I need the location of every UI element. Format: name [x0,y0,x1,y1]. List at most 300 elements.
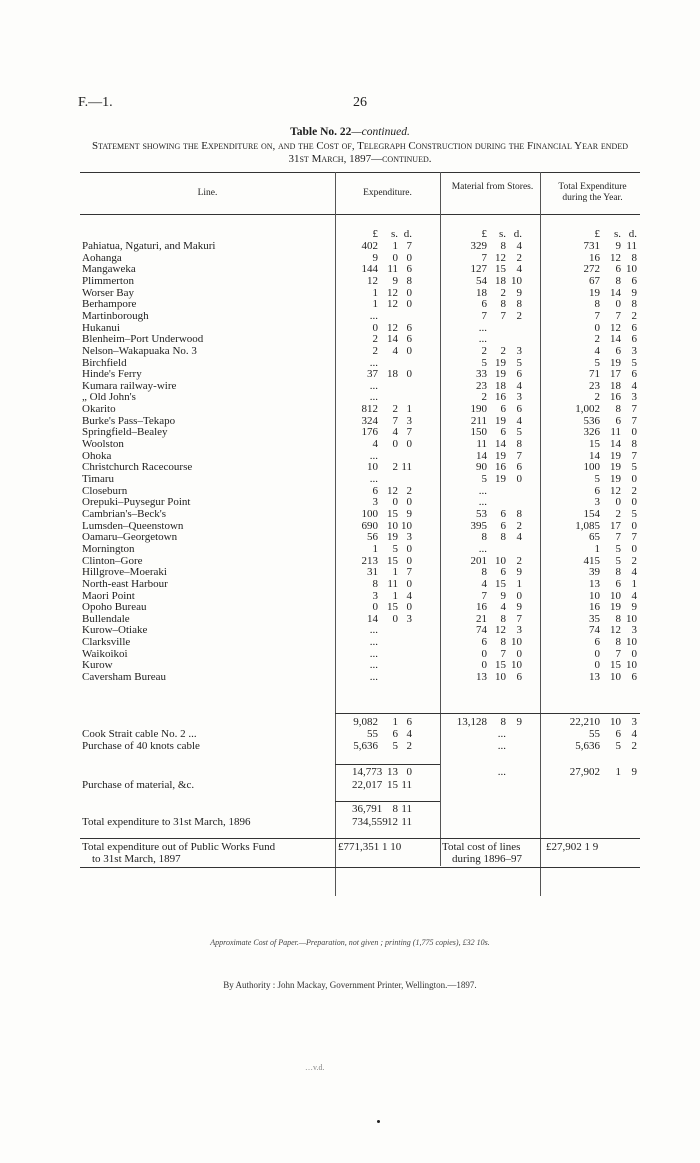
table-row [0,602,700,614]
cell: 9 [631,286,637,299]
cell: 734,559 [352,816,388,828]
table-row [0,672,700,684]
cell: 7 [594,309,600,322]
purchase-cable-row [0,741,700,753]
cell: 1 [406,403,412,416]
cell: 0 [406,496,412,509]
cell: 31 [367,566,378,579]
cell: 7 [615,647,621,660]
cell: 6 [594,636,600,649]
cell: 10 [495,671,506,684]
table-row [0,544,700,556]
cell: 15 [387,507,398,520]
cell: 4 [406,728,412,740]
cell: 6 [615,263,621,276]
cell: 35 [589,612,600,625]
cell: 4 [406,589,412,602]
cell: 0 [615,298,621,311]
cell: 6 [516,461,522,474]
cell: 7 [500,647,506,660]
cell: 8 [631,298,637,311]
grand-total-material-label: Total cost of lines [442,841,521,853]
cell: 8 [500,240,506,252]
cell: 0 [392,612,398,625]
cell: 0 [631,542,637,555]
cell: 0 [615,496,621,509]
cell: 329 [470,240,487,252]
cell: 12 [387,484,398,497]
cell: 14 [610,438,621,451]
unit-shillings: s. [390,228,398,240]
cell: 36,791 [352,803,383,815]
line-name: Burke's Pass–Tekapo [82,414,176,427]
cell: 211 [470,414,487,427]
cell: 10 [367,461,378,474]
cell: 55 [589,728,600,740]
line-name: Aohanga [82,251,122,264]
cell: 3 [372,496,378,509]
cell: 2 [516,519,522,532]
line-name: Kumara railway-wire [82,379,177,392]
cell: 4 [594,344,600,357]
cell: 2 [615,507,621,520]
cell: 8 [516,438,522,451]
cell: 15 [387,601,398,614]
cell: 18 [476,286,487,299]
cell: 0 [631,426,637,439]
line-name: North-east Harbour [82,577,168,590]
cell: 5 [594,473,600,485]
cell: 19 [495,414,506,427]
cell: 10 [401,519,412,532]
page-number: 26 [353,95,367,110]
cell: 8 [615,612,621,625]
cell: 17 [610,368,621,381]
subtotal-row [0,717,700,729]
cell: 9 [500,589,506,602]
cell: 0 [631,473,637,485]
cell: 7 [406,566,412,579]
cell: 37 [367,368,378,381]
cell: 176 [361,426,378,439]
cell: 5 [481,473,487,485]
cell: 731 [583,240,600,252]
cell: 10 [626,659,637,672]
line-name: Timaru [82,473,114,485]
cell: 5,636 [575,740,600,752]
cell: 812 [361,403,378,416]
line-name: Hukanui [82,321,120,334]
cell: 0 [392,438,398,451]
cell: 190 [470,403,487,416]
cell: 8 [631,438,637,451]
cell: 2 [631,309,637,322]
col-header-line: Line. [197,188,218,198]
cell: 8 [481,531,487,544]
grand-total-label: Total expenditure out of Public Works Fund [82,841,276,853]
cell: 8 [631,251,637,264]
cell: 2 [481,344,487,357]
cell: 16 [476,601,487,614]
cell: 8 [594,298,600,311]
cell: 15 [387,779,398,791]
line-name: Bullendale [82,612,130,625]
cell: 6 [631,333,637,346]
cell: 3 [406,612,412,625]
table-row [0,509,700,521]
cell: 11 [387,577,398,590]
cell: 14 [610,333,621,346]
cell: 6 [406,321,412,334]
purchase-material-row [0,780,700,792]
cell: 7 [500,309,506,322]
cell: 415 [583,554,600,567]
cell: 55 [367,728,378,740]
cell: 0 [406,766,412,778]
cell: 4 [631,728,637,740]
unit-pounds: £ [594,228,600,240]
cell: 2 [631,740,637,752]
cell: 2 [594,391,600,404]
col-header-material: Material from Stores. [451,182,534,192]
cell: 7 [481,589,487,602]
cell: 3 [516,344,522,357]
line-name: Cook Strait cable No. 2 ... [82,728,197,740]
cell: 4 [516,414,522,427]
cell: 17 [610,519,621,532]
cell: ... [478,321,487,334]
cell: 0 [481,659,487,672]
cell: 7 [615,531,621,544]
cell: ... [497,728,506,740]
cell: 14 [387,333,398,346]
cell: 13 [589,577,600,590]
cell: ... [369,309,378,322]
cell: 65 [589,531,600,544]
cell: 6 [615,414,621,427]
cell: 7 [631,449,637,462]
cell: ... [369,449,378,462]
cell: 0 [406,286,412,299]
cell: 536 [583,414,600,427]
cell: 2 [631,554,637,567]
grand-total-rule [80,838,640,839]
cell: 19 [589,286,600,299]
cell: 11 [401,779,412,791]
cell: 6 [500,566,506,579]
cell: 6 [631,274,637,287]
cell: 4 [516,263,522,276]
cell: 6 [406,716,412,728]
cell: 4 [372,438,378,451]
cell: 7 [615,309,621,322]
cell: 12 [387,298,398,311]
table-row [0,474,700,486]
cell: 6 [481,636,487,649]
line-name: Christchurch Racecourse [82,461,193,474]
cell: 4 [516,240,522,252]
cell: 5 [615,542,621,555]
cell: 18 [387,368,398,381]
cell: 10 [511,659,522,672]
cell: 6 [500,426,506,439]
cell: ... [478,333,487,346]
cell: 8 [500,531,506,544]
cell: 13,128 [456,716,487,728]
cell: 127 [470,263,487,276]
unit-shillings: s. [498,228,506,240]
cell: 12 [610,484,621,497]
cell: 0 [516,589,522,602]
cell: 2 [392,461,398,474]
line-name: Kurow [82,659,113,672]
table-row [0,404,700,416]
cell: 33 [476,368,487,381]
cell: 15 [387,554,398,567]
line-name: Purchase of material, &c. [82,779,195,791]
unit-pounds: £ [481,228,487,240]
cell: 100 [361,507,378,520]
cell: 10 [626,263,637,276]
cell: 395 [470,519,487,532]
cell: 18 [495,379,506,392]
cell: 0 [481,647,487,660]
cell: 5 [516,426,522,439]
section-code: F.—1. [78,95,113,110]
cell: 0 [631,496,637,509]
line-name: Hillgrove–Moeraki [82,566,167,579]
subtotal3-row [0,804,700,816]
cell: 9,082 [353,716,378,728]
cell: 6 [481,298,487,311]
cell: 10 [589,589,600,602]
line-name: Worser Bay [82,286,134,299]
cell: 4 [516,531,522,544]
cell: 19 [610,473,621,485]
cell: 5 [615,740,621,752]
cell: 2 [516,309,522,322]
cell: 5 [392,542,398,555]
cell: 2 [406,740,412,752]
cell: 2 [631,484,637,497]
cell: 4 [392,344,398,357]
cell: 201 [470,554,487,567]
cell: 7 [516,449,522,462]
table-bottom-rule [80,867,640,868]
line-name: Birchfield [82,356,127,369]
cell: 0 [406,438,412,451]
cell: 1 [372,286,378,299]
grand-total-material-label-2: during 1896–97 [452,853,522,865]
cell: 8 [500,716,506,728]
cell: 3 [372,589,378,602]
cell: 1 [631,577,637,590]
cell: 16 [495,391,506,404]
cell: 16 [610,391,621,404]
line-name: Orepuki–Puysegur Point [82,496,191,509]
cell: 0 [406,298,412,311]
table-title [0,126,700,138]
line-name: Berhampore [82,298,137,311]
cell: 14 [610,286,621,299]
cell: 19 [495,449,506,462]
unit-pence: d. [403,228,412,240]
cell: 7 [481,309,487,322]
printer-authority: By Authority : John Mackay, Government Printer, Wellington.—1897. [223,980,477,990]
cell: 23 [476,379,487,392]
cell: 5 [392,740,398,752]
cell: 19 [610,601,621,614]
cell: 2 [516,554,522,567]
cell: 6 [631,671,637,684]
cell: 324 [361,414,378,427]
cell: 8 [516,298,522,311]
table-top-rule [80,172,640,173]
line-name: „ Old John's [82,391,136,404]
line-name: Springfield–Bealey [82,426,168,439]
cell: 3 [406,531,412,544]
grand-total-row-2 [0,854,700,866]
cell: 6 [372,484,378,497]
cell: 3 [631,624,637,637]
cell: 3 [406,414,412,427]
cell: 14 [495,438,506,451]
cell: 10 [610,671,621,684]
cell: 7 [631,403,637,416]
cell: 11 [401,803,412,815]
line-name: Closeburn [82,484,128,497]
cell: 10 [610,716,621,728]
cell: 0 [516,647,522,660]
cell: 16 [589,601,600,614]
cell: 12 [495,624,506,637]
cell: 0 [631,519,637,532]
line-name: Waikoikoi [82,647,128,660]
cell: 14 [476,449,487,462]
cell: 90 [476,461,487,474]
cell: 9 [516,601,522,614]
table-row [0,241,700,253]
cell: 0 [406,601,412,614]
cell: 6 [406,263,412,276]
cell: 19 [387,531,398,544]
cell: 14 [367,612,378,625]
subtotal3-rule [335,801,440,802]
cell: 6 [615,728,621,740]
cell: 8 [516,507,522,520]
cell: 12 [610,251,621,264]
unit-pence: d. [628,228,637,240]
cell: 22,210 [569,716,600,728]
cell: 1 [392,566,398,579]
grand-total-label-2: to 31st March, 1897 [92,853,181,865]
cell: 3 [631,391,637,404]
cell: 9 [631,601,637,614]
cell: 6 [615,577,621,590]
cell: 74 [476,624,487,637]
table-row [0,311,700,323]
line-name: Okarito [82,403,116,416]
cell: 0 [594,321,600,334]
line-name: Maori Point [82,589,135,602]
cell: 326 [583,426,600,439]
line-name: Nelson–Wakapuaka No. 3 [82,344,197,357]
subtotal2-row [0,767,700,779]
cell: ... [497,740,506,752]
cell: 13 [476,671,487,684]
cell: 19 [495,473,506,485]
cell: 15 [495,263,506,276]
cell: 12 [367,274,378,287]
cell: 71 [589,368,600,381]
cell: 1 [392,589,398,602]
cell: 14 [589,449,600,462]
cell: 67 [589,274,600,287]
line-name: Woolston [82,438,124,451]
cell: 9 [392,274,398,287]
cell: 1 [392,240,398,252]
cell: 1 [392,716,398,728]
cell: 0 [392,251,398,264]
table-row [0,637,700,649]
cell: 10 [495,554,506,567]
cell: 11 [626,240,637,252]
cell: 4 [481,577,487,590]
cell: 0 [406,542,412,555]
cell: ... [478,542,487,555]
line-name: Clarksville [82,636,131,649]
cell: 2 [372,333,378,346]
approximate-cost-note: Approximate Cost of Paper.—Preparation, not given ; printing (1,775 copies), £32 10s. [210,938,490,947]
cell: 8 [615,636,621,649]
cell: 18 [495,274,506,287]
cell: 690 [361,519,378,532]
cell: 5 [516,356,522,369]
cell: 8 [615,274,621,287]
cell: ... [369,473,378,485]
cell: 56 [367,531,378,544]
table-row [0,579,700,591]
subtotal2-rule [335,764,440,765]
cell: 6 [500,519,506,532]
line-name: Total expenditure to 31st March, 1896 [82,816,251,828]
cell: 2 [500,286,506,299]
cell: 0 [406,344,412,357]
cell: 39 [589,566,600,579]
cell: 1 [372,298,378,311]
grand-total-row [0,842,700,854]
cell: 1,002 [575,403,600,416]
cell: 5 [631,356,637,369]
cell: 6 [516,671,522,684]
table-header-rule [80,214,640,215]
cell: 0 [631,647,637,660]
cell: 14,773 [352,766,383,778]
cell: 7 [406,240,412,252]
cell: 1,085 [575,519,600,532]
cell: 7 [516,612,522,625]
cell: 5 [615,554,621,567]
cell: 7 [392,414,398,427]
cell: 12 [387,286,398,299]
cell: 18 [610,379,621,392]
cell: 8 [481,566,487,579]
cell: 9 [516,566,522,579]
cell: 1 [372,542,378,555]
cell: 100 [583,461,600,474]
cell: 6 [392,728,398,740]
cell: 11 [610,426,621,439]
